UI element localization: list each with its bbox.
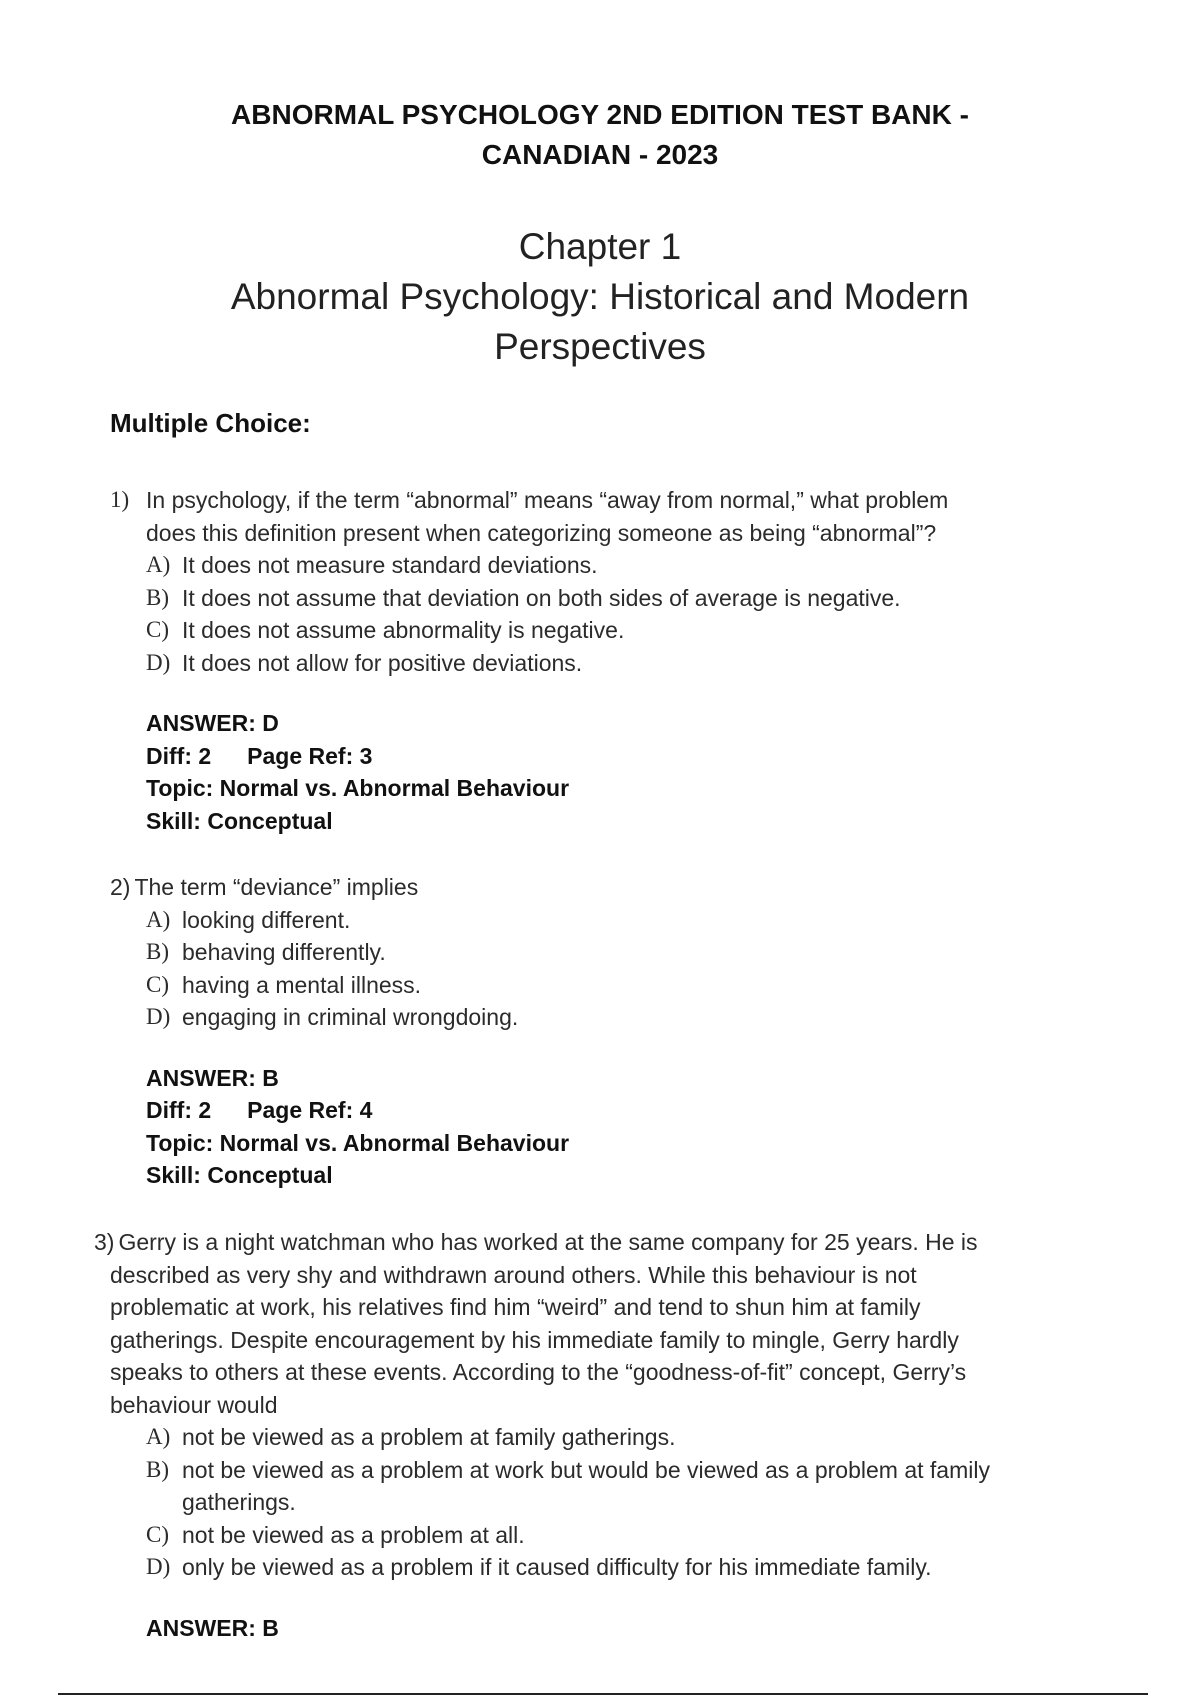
document-title-line-2: CANADIAN - 2023 <box>481 139 719 170</box>
option-letter: C) <box>146 1521 169 1547</box>
option-text: behaving differently. <box>182 939 386 965</box>
chapter-title-line-1: Abnormal Psychology: Historical and Modern <box>230 276 970 317</box>
stem-line: described as very shy and withdrawn around others. While this behaviour is not <box>110 1261 917 1288</box>
page-bottom-rule <box>58 1693 1148 1695</box>
chapter-heading <box>0 222 1200 372</box>
option-d <box>110 1551 1070 1584</box>
answer-key: ANSWER: B <box>146 1064 279 1091</box>
question-number: 2) <box>110 874 131 900</box>
option-letter: D) <box>146 1554 171 1579</box>
answer-options <box>110 904 1070 1034</box>
option-a <box>110 1421 1070 1454</box>
option-text: not be viewed as a problem at all. <box>182 1521 525 1548</box>
option-b <box>110 582 1070 615</box>
stem-line: gatherings. Despite encouragement by his immediate family to mingle, Gerry hardly <box>110 1326 959 1353</box>
stem-line: does this definition present when categorizing someone as being “abnormal”? <box>146 519 937 546</box>
option-text: having a mental illness. <box>182 971 422 998</box>
skill: Skill: Conceptual <box>146 1162 333 1188</box>
option-letter: D) <box>146 1004 171 1029</box>
answer-key: ANSWER: B <box>146 1614 279 1641</box>
difficulty: Diff: 2 <box>146 742 212 769</box>
question-stem <box>110 871 1070 904</box>
option-b <box>110 1454 1070 1519</box>
topic: Topic: Normal vs. Abnormal Behaviour <box>146 1129 570 1156</box>
stem-line: In psychology, if the term “abnormal” means “away from normal,” what problem <box>146 487 949 513</box>
stem-line <box>94 1226 1070 1259</box>
question-2 <box>110 871 1070 1192</box>
answer-metadata <box>110 707 1070 837</box>
stem-line-text: Gerry is a night watchman who has worked at the same company for 25 years. He is <box>118 1229 978 1255</box>
option-a <box>110 904 1070 937</box>
document-title <box>0 95 1200 175</box>
difficulty-page-ref <box>146 740 1070 773</box>
answer-options <box>110 1421 1070 1584</box>
option-text: looking different. <box>182 906 351 933</box>
option-letter: B) <box>146 584 169 610</box>
option-letter: A) <box>146 906 171 932</box>
option-letter: A) <box>146 552 171 577</box>
option-text-line: not be viewed as a problem at work but would be viewed as a problem at family <box>182 1456 990 1483</box>
page-ref: Page Ref: 3 <box>247 742 373 769</box>
option-letter: D) <box>146 649 171 675</box>
option-a <box>110 549 1070 582</box>
chapter-title-line-2: Perspectives <box>494 326 706 367</box>
option-text: It does not assume abnormality is negative. <box>182 617 625 643</box>
question-stem <box>110 484 1070 549</box>
option-b <box>110 936 1070 969</box>
option-text: not be viewed as a problem at family gatherings. <box>182 1424 676 1450</box>
section-heading: Multiple Choice: <box>110 408 311 438</box>
option-text: It does not allow for positive deviations. <box>182 649 583 676</box>
answer-key: ANSWER: D <box>146 710 279 736</box>
option-text-line: gatherings. <box>182 1489 296 1515</box>
stem-line: behaviour would <box>110 1391 278 1418</box>
option-text: only be viewed as a problem if it caused difficulty for his immediate family. <box>182 1554 932 1580</box>
stem-line: The term “deviance” implies <box>134 874 419 900</box>
option-d <box>110 1001 1070 1034</box>
option-letter: A) <box>146 1424 171 1449</box>
option-d <box>110 647 1070 680</box>
question-3 <box>94 1226 1070 1644</box>
answer-options <box>110 549 1070 679</box>
option-letter: B) <box>146 939 169 964</box>
question-1 <box>110 484 1070 837</box>
document-title-line-1: ABNORMAL PSYCHOLOGY 2ND EDITION TEST BANK - <box>231 99 969 130</box>
stem-line: problematic at work, his relatives find him “weird” and tend to shun him at family <box>110 1294 921 1320</box>
stem-line: speaks to others at these events. According to the “goodness-of-fit” concept, Gerry’s <box>110 1359 967 1385</box>
option-text: engaging in criminal wrongdoing. <box>182 1004 519 1030</box>
option-text: It does not measure standard deviations. <box>182 552 598 578</box>
question-number: 1) <box>110 487 130 512</box>
option-text: It does not assume that deviation on both sides of average is negative. <box>182 584 901 611</box>
page-ref: Page Ref: 4 <box>247 1097 373 1123</box>
difficulty-page-ref <box>146 1094 1070 1127</box>
option-c <box>110 969 1070 1002</box>
option-letter: B) <box>146 1456 169 1482</box>
chapter-label: Chapter 1 <box>518 226 682 267</box>
difficulty: Diff: 2 <box>146 1097 212 1123</box>
answer-metadata <box>110 1062 1070 1192</box>
question-stem <box>94 1226 1070 1421</box>
topic: Topic: Normal vs. Abnormal Behaviour <box>146 775 570 801</box>
answer-metadata <box>110 1612 1070 1645</box>
option-c <box>110 1519 1070 1552</box>
option-letter: C) <box>146 617 169 642</box>
skill: Skill: Conceptual <box>146 807 333 834</box>
question-number: 3) <box>94 1229 115 1255</box>
option-c <box>110 614 1070 647</box>
option-letter: C) <box>146 971 169 997</box>
